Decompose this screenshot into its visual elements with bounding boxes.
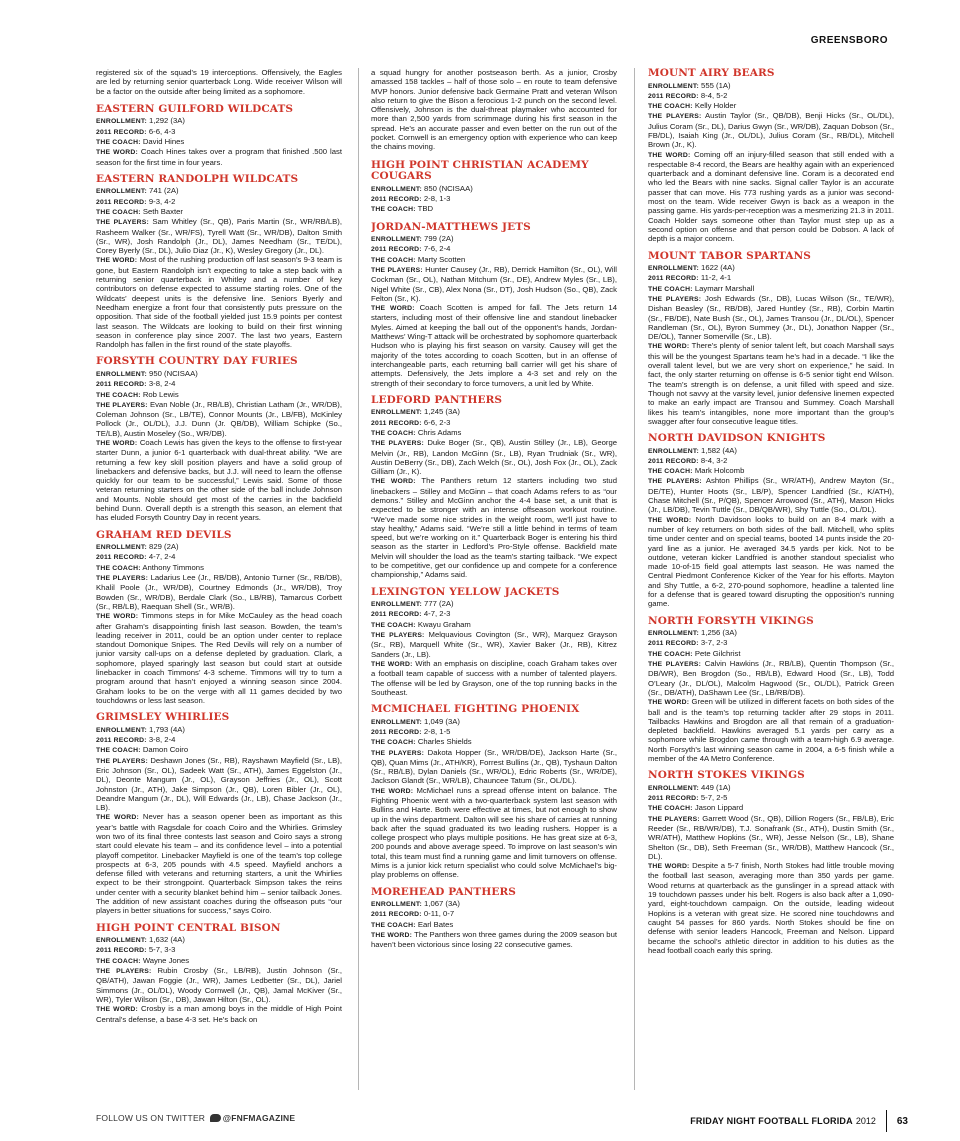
team-name: MOUNT TABOR SPARTANS [648,249,811,262]
record-value: 6-6, 4-3 [148,126,176,136]
record-line [371,418,617,428]
coach-label: THE COACH: [648,650,693,658]
word-text: North Davidson looks to build on an 8-4 mark with a number of key returners on both sides of the ball. Mitchell, who splits time under center and on special teams, booted 14 punts inside the 20-yard line as a junior. He averaged 34.5 yards per kick. Not to be outdone, veteran kicker Landfried is another standout specialist who made 10-of-15 field goal attempts last season. He was named the Central Piedmont Conference Kicker of the Year for his efforts. Mayton and Shy Tuttle, a 6-2, 270-pound sophomore, headline a talented line for a defense that is geared toward disrupting the opposition’s running game. [648,514,894,609]
team-name: GRIMSLEY WHIRLIES [96,711,230,724]
record-label: 2011 RECORD: [96,128,147,136]
coach-line [648,466,894,476]
players-paragraph [371,438,617,476]
record-value: 11-2, 4-1 [700,273,732,283]
word-paragraph [96,812,342,915]
coach-line [371,737,617,747]
enrollment-line [648,783,894,793]
coach-value: Kelly Holder [694,101,737,111]
players-paragraph [648,659,894,697]
word-label: THE WORD: [648,343,690,351]
players-text: Garrett Wood (Sr., QB), Dillion Rogers (Sr., FB/LB), Eric Reeder (Sr., RB/WR/DB), T.J. Sonafrank (Sr., ATH), Dustin Smith (Sr., WR/ATH), Matthew Hopkins (Sr., WR), Jesse Nelson (Sr., LB), Shane Shelton (Sr., DB), Seth Freeman (Sr., WR/DB), Matthew Hancock (Sr., DL). [648,813,894,861]
record-value: 3-7, 2-3 [700,638,728,648]
twitter-bird-icon [210,1114,221,1122]
players-paragraph [648,814,894,861]
team-preview [648,433,894,609]
coach-value: Laymarr Marshall [694,283,755,293]
coach-label: THE COACH: [371,621,416,629]
coach-line [371,620,617,630]
record-label: 2011 RECORD: [371,195,422,203]
enrollment-value: 741 (2A) [149,186,179,196]
record-value: 6-6, 2-3 [423,417,451,427]
word-paragraph [96,255,342,349]
coach-line [371,920,617,930]
team-name: NORTH DAVIDSON KNIGHTS [648,432,826,445]
word-label: THE WORD: [648,151,691,159]
coach-label: THE COACH: [648,285,693,293]
record-line [96,197,342,207]
word-label: THE WORD: [96,440,138,447]
players-label: THE PLAYERS: [648,815,700,823]
coach-label: THE COACH: [96,957,141,965]
players-paragraph [96,756,342,813]
coach-label: THE COACH: [96,564,141,572]
word-label: THE WORD: [371,660,413,668]
coach-line [371,204,617,214]
coach-value: Pete Gilchrist [694,648,741,658]
folio-divider [886,1110,887,1132]
word-paragraph [96,1004,342,1024]
word-label: THE WORD: [96,1006,138,1014]
record-label: 2011 RECORD: [648,275,699,283]
record-label: 2011 RECORD: [371,728,422,736]
team-name: HIGH POINT CHRISTIAN ACADEMY COUGARS [371,158,589,183]
word-label: THE WORD: [371,478,416,486]
enrollment-label: ENROLLMENT: [96,370,147,378]
team-name: NORTH FORSYTH VIKINGS [648,614,814,627]
record-line [371,727,617,737]
coach-value: Earl Bates [417,919,454,929]
record-label: 2011 RECORD: [371,246,422,254]
record-value: 4-7, 2-4 [148,552,176,562]
coach-line [96,207,342,217]
team-preview [371,395,617,580]
coach-label: THE COACH: [648,468,693,476]
coach-label: THE COACH: [96,747,141,755]
word-paragraph [96,438,342,523]
enrollment-value: 1,632 (4A) [149,935,185,945]
team-name: GRAHAM RED DEVILS [96,528,232,541]
players-label: THE PLAYERS: [96,757,148,765]
players-paragraph [648,111,894,149]
players-text: Ashton Phillips (Sr., WR/ATH), Andrew Mayton (Sr., DE/TE), Hunter Hoots (Sr., LB/P), Spencer Landfried (Sr., K/ATH), Chase Mitchell (Sr., P/QB), Spencer Arrowood (Sr., ATH), Mason Hicks (Jr., LB/DB), Tevin Tuttle (Sr., DB/QB/WR), Shy Tuttle (So., OL/DL). [648,476,894,515]
team-preview [371,160,617,215]
players-text: Sam Whitley (Sr., QB), Paris Martin (Sr., WR/RB/LB), Rasheem Walker (Sr., WR/FS), Tyrell Watt (Sr., WR/DB), Dalton Smith (Sr., WR), Josh Randolph (Jr., DL), James Needham (Sr., TE/DL), Corey Byerly (Sr., DL), Julio Diaz (Jr., K), Wesley Gregory (Jr., DL). [96,217,342,256]
record-value: 8-4, 3-2 [700,455,728,465]
coach-label: THE COACH: [648,805,693,813]
record-label: 2011 RECORD: [648,795,699,803]
record-line [371,244,617,254]
word-text: Crosby is a man among boys in the middle of High Point Central’s defense, a base 4-3 set. He’s back on [96,1004,342,1024]
team-name: MOUNT AIRY BEARS [648,68,775,79]
record-line [371,609,617,619]
players-text: Calvin Hawkins (Jr., RB/LB), Quentin Thompson (Sr., DB/WR), Ben Brogdon (So., RB/LB), Edward Hood (Sr., LB), Todd O’Leary (Jr., DL/OL), Malcolm Hagwood (Sr., OL/DL), Patrick Green (Sr., DB/ATH), DaShawn Lee (Sr., LB/RB/DB). [648,659,894,697]
team-name: FORSYTH COUNTRY DAY FURIES [96,355,298,368]
record-value: 7-6, 2-4 [423,244,451,254]
enrollment-value: 1,245 (3A) [424,407,460,417]
enrollment-line [96,369,342,379]
players-label: THE PLAYERS: [96,219,149,227]
enrollment-value: 850 (NCISAA) [424,183,473,193]
record-label: 2011 RECORD: [96,381,147,389]
coach-label: THE COACH: [96,138,141,146]
record-value: 2-8, 1-3 [423,193,451,203]
players-label: THE PLAYERS: [371,440,424,448]
word-paragraph [96,147,342,167]
word-text: The Panthers return 12 starters including two stud linebackers – Stilley and McGinn – that coach Adams refers to as “our demons.” Stilley and McGinn anchor the 4-4 base set, a unit that is expected to be stronger with an intense offseason workout routine. “We’ve made some nice strides in the weight room, we’ll just have to stay healthy,” Adams said. “We’re still a little behind in terms of team speed, but we’re working on it.” Quarterback Boger is entering his third season as the starter in Ledford’s Pro-Style offense. Backfield mate Melvin will shoulder the load as the team’s starting tailback. “We expect to be competitive, get our confidence up and compete for a conference championship,” Adams said. [371,476,617,580]
enrollment-value: 799 (2A) [424,234,454,244]
word-paragraph [648,150,894,244]
enrollment-value: 777 (2A) [424,599,454,609]
record-line [648,456,894,466]
enrollment-label: ENROLLMENT: [96,726,147,734]
enrollment-label: ENROLLMENT: [648,447,699,455]
enrollment-line [96,542,342,552]
word-paragraph [371,930,617,950]
record-label: 2011 RECORD: [648,457,699,465]
word-text: Coming off an injury-filled season that still ended with a respectable 8-4 record, the Bears are healthy again with an experienced quarterback and a dominant defensive line. Coram is a decorated end who led the Bears with nine sacks. Signal caller Taylor is an accurate passer that can move. His 773 rushing yards as a junior was second-most on the team. Wide receiver Gwyn is back as a weapon in the passing game. His yards-per-reception was a mesmerizing 21.3 in 2011. Coach Holder says someone other than Taylor must step up as a second option on offense and that person could be Dobson. A lack of depth is a major concern. [648,149,894,244]
enrollment-line [371,599,617,609]
team-name: NORTH STOKES VIKINGS [648,769,805,782]
record-label: 2011 RECORD: [96,198,147,206]
team-name: MCMICHAEL FIGHTING PHOENIX [371,703,580,716]
team-preview [96,104,342,167]
coach-value: Marty Scotten [417,254,466,264]
coach-label: THE COACH: [371,206,416,214]
word-label: THE WORD: [371,787,414,795]
players-text: Ladarius Lee (Jr., RB/DB), Antonio Turner (Sr., RB/DB), Khalil Poole (Jr., WR/DB), Courtney Edmonds (Jr., WR/DB), Troy Bowden (Sr., WR/DB), Berdale Clark (So., LB/RB), Tamarcus Corbett (Sr., RB/LB), Raequan Shell (Sr., WR/B). [96,573,342,611]
players-label: THE PLAYERS: [96,575,149,583]
team-preview [371,222,617,388]
coach-value: Anthony Timmons [142,562,204,572]
players-text: Melquavious Covington (Sr., WR), Marquez Grayson (Sr., RB), Marquell White (Sr., WR), Xavier Baker (Jr., RB), Kitrez Sanders (Jr., LB). [371,630,617,659]
enrollment-label: ENROLLMENT: [96,544,147,552]
record-line [96,945,342,955]
coach-line [96,745,342,755]
word-text: There’s plenty of senior talent left, but coach Marshall says this will be the youngest Spartans team he’s had in a decade. “I like the overall talent level, but we are very short on experience,” he said. In fact, the only starter returning on offense is 6-5 senior tight end Wilson. The team’s strength is on defense, a unit filled with speed and size. Though not savvy at the varsity level, junior defensive linemen expected to make an early impact are Transou and Summey. Coach Marshall likes his team’s intangibles, none more important than the group’s swagger after four consecutive league titles. [648,341,894,426]
enrollment-value: 1,049 (3A) [424,716,460,726]
record-value: 8-4, 5-2 [700,90,728,100]
players-paragraph [648,476,894,514]
enrollment-label: ENROLLMENT: [371,718,422,726]
record-value: 0-11, 0-7 [423,909,455,919]
record-value: 5-7, 2-5 [700,793,728,803]
players-paragraph [96,966,342,1004]
enrollment-line [371,407,617,417]
record-label: 2011 RECORD: [96,947,147,955]
word-text: Coach Lewis has given the keys to the offense to first-year starter Dunn, a junior 6-1 quarterback with dual-threat ability. “We are returning a few key skill position players and have a solid group of linebackers and defensive backs, but J.J. will need to learn the offense quickly for our team to be successful,” Lewis said. Some of those veteran returning starters on the other side of the ball include Johnson and Mounts. Noble should get most of the carries in the backfield behind Dunn. Overall depth is a strength this season, an element that has eluded Forsyth Country Day in recent years. [96,438,342,523]
enrollment-line [648,446,894,456]
enrollment-value: 1622 (4A) [701,263,735,273]
players-label: THE PLAYERS: [96,968,152,976]
team-name: HIGH POINT CENTRAL BISON [96,921,281,934]
coach-label: THE COACH: [96,208,141,216]
word-paragraph [371,659,617,697]
team-preview [648,770,894,955]
coach-label: THE COACH: [371,739,416,747]
footer-folio [690,1110,908,1132]
section-label: GREENSBORO [810,35,888,46]
record-line [648,273,894,283]
record-value: 4-7, 2-3 [423,609,451,619]
record-line [648,638,894,648]
coach-line [96,390,342,400]
enrollment-label: ENROLLMENT: [371,409,422,417]
word-paragraph [648,861,894,955]
players-paragraph [96,217,342,255]
coach-value: Chris Adams [417,427,462,437]
record-value: 3-8, 2-4 [148,379,176,389]
record-label: 2011 RECORD: [371,611,422,619]
players-text: Evan Noble (Jr., RB/LB), Christian Latham (Jr., WR/DB), Coleman Johnson (Sr., LB/TE), Connor Mounts (Jr., LB/FB), McKinley Pollock (Jr., OL/DL), J.J. Dunn (Jr. QB/DB), William Schipke (So., TE/LB), Austin Moseley (So., WR/DB). [96,399,342,438]
team-preview [96,174,342,350]
players-label: THE PLAYERS: [648,295,702,303]
column-1 [96,68,342,1098]
word-paragraph [96,611,342,705]
team-name: EASTERN GUILFORD WILDCATS [96,102,294,115]
players-text: Rubin Crosby (Sr., LB/RB), Justin Johnson (Sr., QB/ATH), Jawan Foggie (Jr., WR), James Ledbetter (Sr., DL), Jariel Simmons (Jr., OL/DL), Woody Cornwell (Jr., QB), Jamal McKiver (Sr., WR), Tyler Wilson (Sr., DB), Jawan Hilton (Sr., OL). [96,966,342,1004]
word-paragraph [648,697,894,763]
enrollment-value: 449 (1A) [701,782,731,792]
enrollment-line [96,725,342,735]
column-2 [371,68,617,1098]
players-text: Josh Edwards (Sr., DB), Lucas Wilson (Sr., TE/WR), Dishan Beasley (Sr., RB/DB), Jared Huntley (Sr., RB), Corbin Martin (Sr., FB/DE), Nate Bush (Sr., OL), James Transou (Jr., DL/OL), Spencer Randleman (Sr., OL), Byron Summey (Jr., DL), Jonathon Napper (Sr., DE/OL), Tanner Somerville (Sr., LB). [648,293,894,342]
word-label: THE WORD: [96,814,139,822]
twitter-handle-link[interactable]: @FNFMAGAZINE [222,1113,296,1123]
word-text: Green will be utilized in different facets on both sides of the ball and is the team’s top returning tackler after 29 stops in 2011. Tailbacks Hawkins and Brogdon are all that remain of a graduation-depleted backfield. Hawkins averaged 5.1 yards per carry as a sophomore while Brogdon came through with a team-high 6.9 average. North Forsyth’s last winning season came in 2004, a 6-5 finish while a member of the 4A Metro Conference. [648,697,894,763]
coach-line [648,803,894,813]
continued-text: a squad hungry for another postseason berth. As a junior, Crosby amassed 158 tackles – half of those solo – en route to team defensive MVP honors. Junior defensive back Germaine Pratt and veteran Wilson also return to give the Bison a ferocious 1-2 punch on the second level. Offensively, Johnson is the dual-threat playmaker who accounted for more than 2,500 yards from scrimmage during his first season in the spread. He’s an accurate passer and even better on the run out of the pocket. Cornwell is an emergency option with experience who can keep the chains moving. [371,68,617,152]
team-preview [96,356,342,522]
players-paragraph [648,294,894,341]
footer-twitter [96,1113,295,1123]
word-text: Coach Scotten is amped for fall. The Jets return 14 starters, including most of their offensive line and standout linebacker Myles. Aimed at keeping the ball out of the opponent’s hands, Jordan-Matthews’ Wing-T attack will be orchestrated by sophomore quarterback Hudson who is playing his first season on varsity. Causey will get the majority of the totes according to coach Scotten, but in an offense of interchangeable parts, each returning ball carrier will get his share of attempts. Defensively, the Jets implore a 4-3 set and rely on the strength of their secondary to force turnovers, a unit led by White. [371,303,617,388]
record-line [371,194,617,204]
players-paragraph [371,265,617,303]
word-label: THE WORD: [96,257,138,265]
enrollment-line [648,263,894,273]
enrollment-label: ENROLLMENT: [648,630,699,638]
team-preview [371,887,617,950]
word-label: THE WORD: [96,149,138,157]
players-paragraph [96,400,342,438]
coach-value: Jason Lippard [694,803,744,813]
word-text: The Panthers won three games during the 2009 season but haven’t been victorious since losing 22 consecutive games. [371,930,617,950]
coach-line [96,563,342,573]
team-preview [96,923,342,1024]
coach-value: Damon Coiro [142,745,189,755]
enrollment-line [648,81,894,91]
team-preview [648,616,894,764]
coach-line [648,649,894,659]
enrollment-line [371,899,617,909]
coach-line [371,255,617,265]
record-value: 3-8, 2-4 [148,735,176,745]
team-preview [371,704,617,880]
team-name: LEDFORD PANTHERS [371,393,503,406]
word-text: Most of the rushing production off last season’s 9-3 team is gone, but Eastern Randolph isn’t expecting to take a step back with a returning senior quarterback in Whitley and a number of key contributors on defense expected to assume starting roles. One of the Wildcats’ deepest units is the defensive line. Seniors Byerly and Needham energize a front four that consistently puts pressure on the opposition. That side of the football yielded just 15.9 points per contest last season. The Wildcats are looking to build on their first winning season in conference play since 2007. The last two years, Eastern Randolph has fallen in the first round of the state playoffs. [96,255,342,350]
word-paragraph [648,515,894,609]
record-value: 5-7, 3-3 [148,945,176,955]
enrollment-label: ENROLLMENT: [96,188,147,196]
players-text: Austin Taylor (Sr., QB/DB), Benji Hicks (Sr., OL/DL), Julius Coram (Sr., DL), Darius Gwyn (Sr., WR/DB), Zaquan Dobson (Sr., FB/DL), Isaiah King (Jr., OL/DL), Julius Coram (Sr., RB/DL), Mitchell Brown (Jr., K). [648,111,894,150]
enrollment-label: ENROLLMENT: [371,901,422,909]
word-text: With an emphasis on discipline, coach Graham takes over a football team capable of success with a number of talented players. The offense will be led by Grayson, one of the top running backs in the Southeast. [371,658,617,697]
enrollment-value: 1,067 (3A) [424,899,460,909]
team-name: EASTERN RANDOLPH WILDCATS [96,172,299,185]
enrollment-value: 950 (NCISAA) [149,368,198,378]
enrollment-value: 1,793 (4A) [149,724,185,734]
coach-label: THE COACH: [648,103,693,111]
word-label: THE WORD: [96,613,139,621]
coach-line [648,284,894,294]
coach-line [96,956,342,966]
enrollment-line [96,935,342,945]
coach-line [96,137,342,147]
enrollment-label: ENROLLMENT: [371,236,422,244]
record-value: 9-3, 4-2 [148,196,176,206]
word-text: Timmons steps in for Mike McCauley as the head coach after Graham’s disappointing finish last season. Bowden, the team’s leading receiver in 2011, could be an option under center to replace standout Domonique Snipes. The Red Devils will rely on a number of junior varsity call-ups on a defense depleted by graduation. Clark, a sophomore, played sparingly last season but could start at outside linebacker in coach Timmons’ 4-3 scheme. Timmons will try to turn a program around that hasn’t enjoyed a winning season since 2004. Graham looks to be on the verge with all 11 games decided by two touchdowns or less last season. [96,611,342,705]
enrollment-value: 1,582 (4A) [701,445,737,455]
coach-label: THE COACH: [96,391,141,399]
team-preview [96,712,342,915]
word-label: THE WORD: [371,305,415,313]
record-line [371,909,617,919]
enrollment-label: ENROLLMENT: [96,118,147,126]
players-text: Hunter Causey (Jr., RB), Derrick Hamilton (Sr., OL), Will Cockman (Sr., OL), Nathan Mitchum (Sr., DE), Andrew Myles (Sr., LB), Nigel White (Sr., CB), Alex Nona (Sr., DT), Josh Hudson (So., QB), Zack Felton (Sr., K). [371,264,617,303]
enrollment-value: 829 (2A) [149,542,179,552]
word-label: THE WORD: [648,516,692,524]
players-label: THE PLAYERS: [96,401,148,409]
record-line [96,379,342,389]
enrollment-value: 1,256 (3A) [701,628,737,638]
team-preview [96,530,342,706]
enrollment-line [648,628,894,638]
players-label: THE PLAYERS: [371,266,423,274]
coach-value: Wayne Jones [142,955,190,965]
record-value: 2-8, 1-5 [423,726,451,736]
record-line [648,793,894,803]
coach-label: THE COACH: [371,256,416,264]
enrollment-line [96,116,342,126]
coach-value: Seth Baxter [142,206,183,216]
record-label: 2011 RECORD: [96,737,147,745]
magazine-year: 2012 [855,1116,876,1126]
record-line [648,91,894,101]
word-paragraph [371,786,617,880]
record-label: 2011 RECORD: [648,92,699,100]
word-paragraph [371,303,617,388]
team-name: JORDAN-MATTHEWS JETS [371,220,531,233]
coach-label: THE COACH: [371,921,416,929]
record-label: 2011 RECORD: [371,911,422,919]
magazine-name: FRIDAY NIGHT FOOTBALL FLORIDA [690,1116,853,1126]
team-preview [371,587,617,697]
enrollment-label: ENROLLMENT: [648,82,699,90]
page-number: 63 [896,1115,908,1127]
team-preview [648,68,894,244]
coach-value: Charles Shields [417,737,472,747]
enrollment-line [371,234,617,244]
enrollment-label: ENROLLMENT: [648,784,699,792]
coach-value: Mark Holcomb [694,466,745,476]
enrollment-line [371,184,617,194]
coach-line [371,428,617,438]
enrollment-label: ENROLLMENT: [648,265,699,273]
coach-label: THE COACH: [371,429,416,437]
coach-line [648,101,894,111]
players-label: THE PLAYERS: [648,478,702,486]
players-paragraph [371,630,617,659]
team-name: LEXINGTON YELLOW JACKETS [371,585,560,598]
enrollment-line [96,186,342,196]
word-paragraph [648,341,894,426]
players-label: THE PLAYERS: [371,749,425,757]
players-paragraph [96,573,342,611]
word-text: McMichael runs a spread offense intent on balance. The Fighting Phoenix went with a two-quarterback system last season with Bullins and Harte. Both were effective at times, but not enough to show up in the wins department. Dalton will see his share of carries at running back after the squad graduated its two leading rushers. Hopper is a college prospect who plays multiple positions. He has great size at 6-3, 200 pounds and above average speed. To improve on last season’s win total, this team must find a running game and limit turnovers on offense. Mims is a junior kick return specialist who could solve McMichael’s big-play problems on offense. [371,785,617,880]
record-label: 2011 RECORD: [648,640,699,648]
continued-text: registered six of the squad’s 19 interceptions. Offensively, the Eagles are led by returning senior quarterback Long. Wide receiver Wilson will be a factor on the outside after being limited as a sophomore. [96,68,342,96]
players-paragraph [371,748,617,786]
players-text: Deshawn Jones (Sr., RB), Rayshawn Mayfield (Sr., LB), Eric Johnson (Sr., OL), Sadeek Watt (Sr., ATH), James Eggelston (Jr., DL), Deonte Mangum (Jr., OL), Grayson Jeffries (Jr., OL), Scott Johnston (Jr., ATH), Jake Simpson (Jr., QB), Loren Bibler (Jr., OL), Deandre Mangum (Jr., DL), Will Edwards (Jr., LB), Chase Jackson (Jr., LB). [96,755,342,813]
team-preview [648,251,894,427]
players-label: THE PLAYERS: [648,113,702,121]
team-name: MOREHEAD PANTHERS [371,885,516,898]
word-text: Despite a 5-7 finish, North Stokes had little trouble moving the football last season, averaging more than 350 yards per game. Wood returns at quarterback as the gunslinger in a spread attack with 19 touchdown passes under his belt. Rogers is also back after a 1,090-yard, eight-touchdown campaign. On the outside, leading wideout Hopkins is a veteran with great size. He scored nine touchdowns and caught 54 passes for 860 yards. North Stokes should be fine on defense with senior leaders Hancock, Freeman and Nelson. Lippard became the school’s athletic director in addition to his duties as the head football coach early this spring. [648,861,894,955]
players-text: Duke Boger (Sr., QB), Austin Stilley (Jr., LB), George Melvin (Jr., RB), Landon McGinn (Sr., LB), Ryan Trudniak (Sr., WR), Austin DeBerry (Sr., DB), Zach Welch (Sr., OL), Josh Fox (Jr., OL), Zack Gilliam (Jr., K). [371,438,617,477]
coach-value: Rob Lewis [142,389,179,399]
coach-value: David Hines [142,136,185,146]
record-line [96,127,342,137]
coach-value: TBD [417,204,434,214]
word-text: Never has a season opener been as important as this year’s battle with Ragsdale for coach Coiro and the Whirlies. Grimsley won two of its final three contests last season and Coiro says a strong start could elevate his team – and its confidence level – into a potential playoff competitor. Linebacker Mayfield is one of the team’s top college prospects at 6-3, 205 pounds with 4.5 speed. Mayfield anchors a defense filled with veterans and returning starters, a unit the Whirlies expect to be their strongpoint. Quarterback Simpson takes the reins under center with a security blanket behind him – senior tailback Jones. The addition of new assistant coaches during the offseason puts “our players in better situations for success,” says Coiro. [96,812,342,916]
footer-follow-text: FOLLOW US ON TWITTER [96,1113,206,1123]
players-text: Dakota Hopper (Sr., WR/DB/DE), Jackson Harte (Sr., QB), Quan Mims (Jr., ATH/KR), Forrest Bullins (Jr., QB), Tyshaun Dalton (Sr., RB/LB), Dylan Daniels (Sr., WR/OL), Edric Roberts (Sr., WR/DE), Jackson Glandt (Sr., WR/LB), Chauncee Tatum (Sr., OL/DL). [371,747,617,786]
record-label: 2011 RECORD: [371,419,422,427]
players-label: THE PLAYERS: [648,661,702,669]
word-label: THE WORD: [648,863,690,871]
word-label: THE WORD: [371,932,413,940]
enrollment-value: 1,292 (3A) [149,116,185,126]
word-label: THE WORD: [648,699,690,707]
record-line [96,552,342,562]
word-paragraph [371,476,617,579]
record-label: 2011 RECORD: [96,554,147,562]
players-label: THE PLAYERS: [371,632,425,640]
enrollment-label: ENROLLMENT: [371,185,422,193]
article-columns [96,68,894,1098]
coach-value: Kwayu Graham [417,619,471,629]
enrollment-label: ENROLLMENT: [371,601,422,609]
column-3 [648,68,894,1098]
enrollment-value: 555 (1A) [701,80,731,90]
word-text: Coach Hines takes over a program that finished .500 last season for the first time in four years. [96,147,342,167]
enrollment-line [371,717,617,727]
enrollment-label: ENROLLMENT: [96,937,147,945]
record-line [96,735,342,745]
